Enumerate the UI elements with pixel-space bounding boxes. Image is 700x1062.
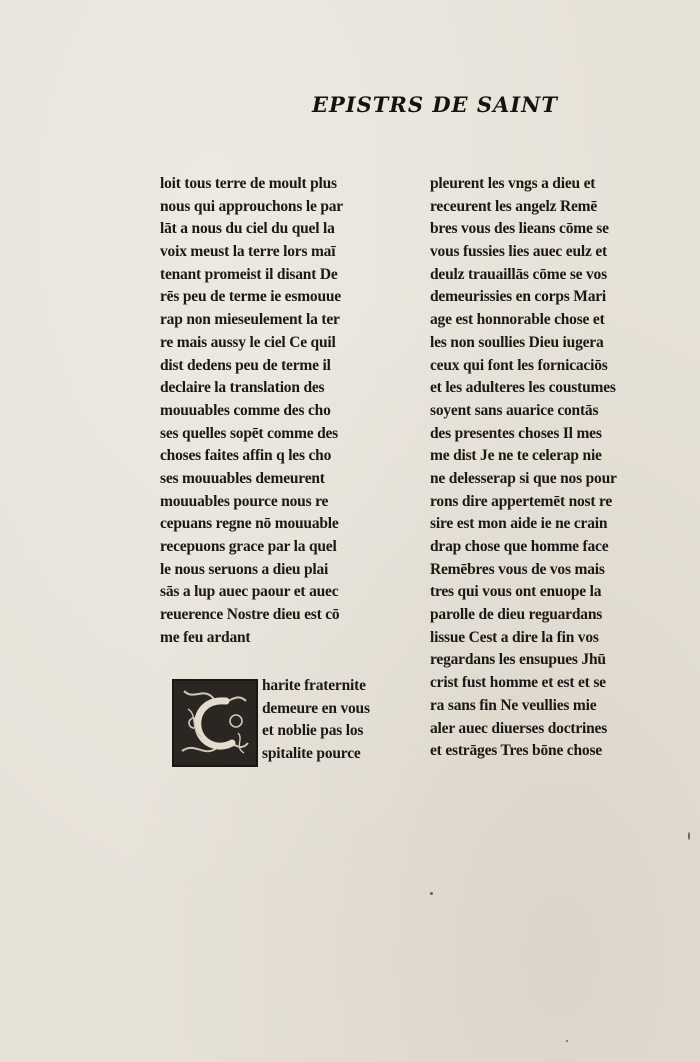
text-line: et noblie pas los xyxy=(262,722,364,740)
text-line: ra sans fin Ne veullies mie xyxy=(430,696,597,714)
left-column xyxy=(160,173,400,649)
text-line: aler auec diuerses doctrines xyxy=(430,719,608,737)
text-line: ses quelles sopēt comme des xyxy=(160,424,338,442)
text-line: lāt a nous du ciel du quel la xyxy=(160,220,335,238)
text-line: age est honnorable chose et xyxy=(430,311,605,329)
text-line: ne delesserap si que nos pour xyxy=(430,469,617,487)
paper-speck xyxy=(688,832,690,840)
text-line: voix meust la terre lors maī xyxy=(160,243,336,261)
text-line: demeure en vous xyxy=(262,699,370,717)
text-line: le nous seruons a dieu plai xyxy=(160,560,329,578)
running-head: EPISTRS DE SAINT xyxy=(312,92,558,117)
right-column xyxy=(430,173,685,763)
text-line: Remēbres vous de vos mais xyxy=(430,560,605,578)
text-line: bres vous des lieans cōme se xyxy=(430,220,609,238)
paper-speck xyxy=(566,1040,568,1042)
ornament-icon xyxy=(174,681,256,765)
text-line: mouuables pource nous re xyxy=(160,492,329,510)
text-line: rap non mieseulement la ter xyxy=(160,311,340,329)
text-line: ceux qui font les fornicaciōs xyxy=(430,356,608,374)
text-line: les non soullies Dieu iugera xyxy=(430,333,604,351)
text-line: sās a lup auec paour et auec xyxy=(160,583,339,601)
text-line: nous qui approuchons le par xyxy=(160,197,343,215)
text-line: mouuables comme des cho xyxy=(160,401,331,419)
text-line: receurent les angelz Remē xyxy=(430,197,598,215)
text-line: loit tous terre de moult plus xyxy=(160,175,337,192)
text-line: recepuons grace par la quel xyxy=(160,538,337,555)
text-line: me dist Je ne te celerap nie xyxy=(430,447,602,465)
text-line: et estrāges Tres bōne chose xyxy=(430,742,602,760)
text-line: lissue Cest a dire la fin vos xyxy=(430,628,599,646)
text-line: tenant promeist il disant De xyxy=(160,265,338,283)
paper-speck xyxy=(430,892,433,895)
text-line: re mais aussy le ciel Ce quil xyxy=(160,333,336,351)
text-line: regardans les ensupues Jhū xyxy=(430,651,606,669)
text-line: cepuans regne nō mouuable xyxy=(160,515,339,533)
text-line: crist fust homme et est et se xyxy=(430,674,606,692)
text-line: drap chose que homme face xyxy=(430,538,609,555)
text-line: declaire la translation des xyxy=(160,379,325,397)
text-line: reuerence Nostre dieu est cō xyxy=(160,606,340,624)
text-line: spitalite pource xyxy=(262,745,361,763)
text-line: choses faites affin q les cho xyxy=(160,447,332,465)
text-line: des presentes choses Il mes xyxy=(430,424,602,442)
text-line: ses mouuables demeurent xyxy=(160,469,325,487)
text-line: parolle de dieu reguardans xyxy=(430,606,603,624)
text-line: sire est mon aide ie ne crain xyxy=(430,515,608,533)
text-line: deulz trauaillās cōme se vos xyxy=(430,265,607,283)
text-line: vous fussies lies auec eulz et xyxy=(430,243,607,261)
text-line: dist dedens peu de terme il xyxy=(160,356,331,374)
text-line: pleurent les vngs a dieu et xyxy=(430,175,596,192)
decorated-initial-letter xyxy=(172,679,258,767)
second-paragraph xyxy=(172,675,412,775)
second-paragraph-lines xyxy=(262,675,422,766)
text-line: me feu ardant xyxy=(160,628,251,646)
text-line: tres qui vous ont enuope la xyxy=(430,583,602,601)
text-line: harite fraternite xyxy=(262,677,366,694)
text-line: rons dire appertemēt nost re xyxy=(430,492,613,510)
text-line: rēs peu de terme ie esmouue xyxy=(160,288,341,306)
text-line: demeurissies en corps Mari xyxy=(430,288,607,306)
text-line: et les adulteres les coustumes xyxy=(430,379,616,397)
text-line: soyent sans auarice contās xyxy=(430,401,599,419)
